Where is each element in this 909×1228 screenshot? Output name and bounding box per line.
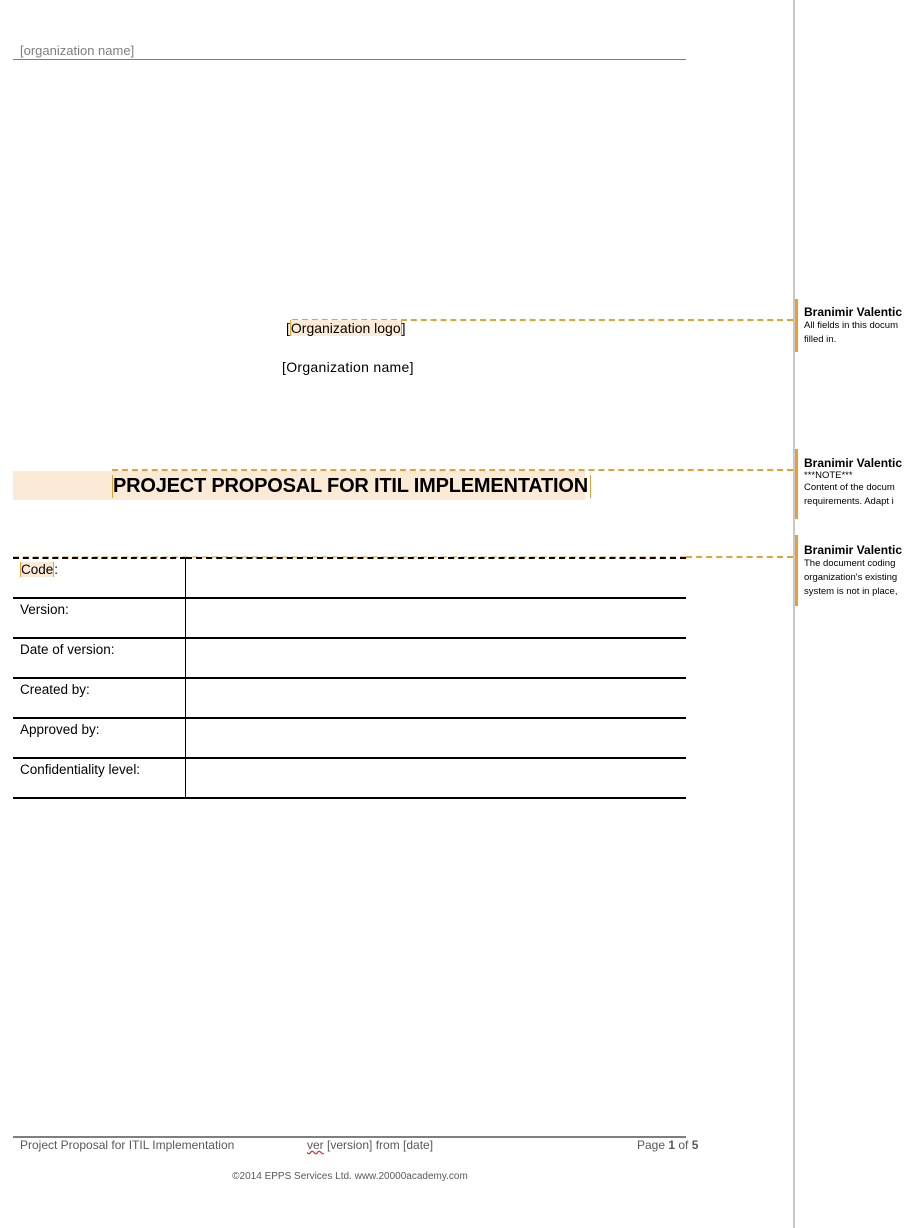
version-value-cell[interactable] bbox=[186, 598, 687, 638]
logo-placeholder-text[interactable]: Organization logo bbox=[290, 320, 401, 336]
footer-copyright: ©2014 EPPS Services Ltd. www.20000academy.com bbox=[232, 1171, 468, 1182]
date-of-version-label: Date of version: bbox=[13, 638, 186, 678]
date-of-version-value-cell[interactable] bbox=[186, 638, 687, 678]
comment-author: Branimir Valentic bbox=[804, 456, 903, 470]
header-org-name: [organization name] bbox=[20, 43, 135, 58]
bracket: [ bbox=[286, 320, 290, 336]
comment-balloon[interactable] bbox=[795, 535, 909, 606]
confidentiality-level-value-cell[interactable] bbox=[186, 758, 687, 798]
comment-author: Branimir Valentic bbox=[804, 305, 903, 319]
comment-text-line: organization's existing bbox=[804, 572, 898, 583]
footer-version-text: [version] from [date] bbox=[323, 1138, 434, 1152]
comment-margin-divider bbox=[793, 0, 795, 1228]
confidentiality-level-label: Confidentiality level: bbox=[13, 758, 186, 798]
table-row bbox=[13, 718, 686, 758]
document-metadata-table bbox=[13, 557, 686, 799]
comment-text-line: Content of the docum bbox=[804, 482, 895, 493]
organization-name-placeholder[interactable]: [Organization name] bbox=[282, 359, 414, 375]
header-divider bbox=[13, 59, 686, 60]
organization-logo-placeholder[interactable] bbox=[286, 320, 406, 336]
comment-text-line: requirements. Adapt i bbox=[804, 496, 894, 507]
code-value-cell[interactable] bbox=[186, 558, 687, 598]
footer-version bbox=[307, 1138, 433, 1152]
version-label: Version: bbox=[13, 598, 186, 638]
code-label bbox=[13, 558, 186, 598]
footer-doc-title: Project Proposal for ITIL Implementation bbox=[20, 1138, 235, 1152]
page-current: 1 bbox=[668, 1138, 676, 1152]
footer-page-number bbox=[637, 1138, 698, 1152]
page-label: Page bbox=[637, 1138, 669, 1152]
table-row bbox=[13, 678, 686, 718]
comment-text-line: The document coding bbox=[804, 558, 896, 569]
table-row bbox=[13, 638, 686, 678]
document-title[interactable]: PROJECT PROPOSAL FOR ITIL IMPLEMENTATION bbox=[112, 475, 591, 498]
comment-text-line: system is not in place, bbox=[804, 586, 898, 597]
comment-note-line: ***NOTE*** bbox=[804, 470, 853, 481]
colon: : bbox=[54, 562, 59, 577]
created-by-label: Created by: bbox=[13, 678, 186, 718]
comment-anchor-line bbox=[686, 556, 793, 558]
table-row bbox=[13, 598, 686, 638]
comment-text-line: All fields in this docum bbox=[804, 320, 898, 331]
approved-by-value-cell[interactable] bbox=[186, 718, 687, 758]
page-of: of bbox=[675, 1138, 692, 1152]
table-row bbox=[13, 758, 686, 798]
created-by-value-cell[interactable] bbox=[186, 678, 687, 718]
code-label-text[interactable]: Code bbox=[21, 562, 54, 577]
comment-balloon[interactable] bbox=[795, 299, 909, 352]
comment-text-line: filled in. bbox=[804, 334, 837, 345]
page-total: 5 bbox=[691, 1138, 699, 1152]
comment-author: Branimir Valentic bbox=[804, 543, 903, 557]
spellcheck-word[interactable]: ver bbox=[307, 1138, 324, 1152]
comment-balloon[interactable] bbox=[795, 449, 909, 519]
table-row bbox=[13, 558, 686, 598]
approved-by-label: Approved by: bbox=[13, 718, 186, 758]
bracket: ] bbox=[401, 320, 406, 336]
